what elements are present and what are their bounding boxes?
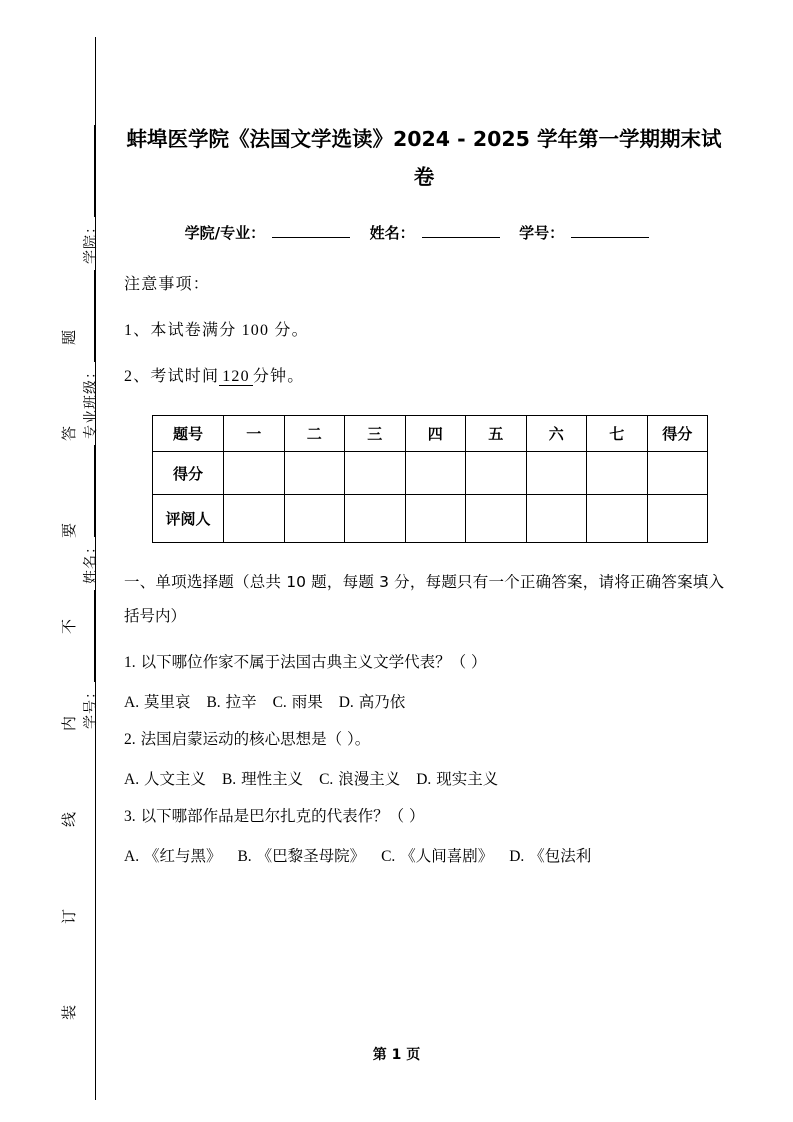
marker-cell[interactable] — [526, 495, 587, 543]
name-label: 姓名： — [369, 224, 415, 242]
binding-margin — [0, 0, 100, 1122]
question-3-option-d[interactable] — [509, 847, 591, 865]
marker-cell[interactable] — [466, 495, 527, 543]
seal-char-2: 要 — [62, 522, 79, 538]
question-1-option-a-text: 莫里哀 — [144, 692, 191, 711]
student-id-label: 学号： — [519, 224, 565, 242]
question-3-option-a[interactable] — [124, 847, 222, 865]
question-3-option-b[interactable] — [237, 847, 365, 865]
marker-cell[interactable] — [284, 495, 345, 543]
score-cell[interactable] — [526, 452, 587, 495]
notes-heading: 注意事项： — [124, 276, 211, 293]
question-3-option-a-label: A. — [124, 847, 140, 865]
seal-char-6: 订 — [62, 908, 79, 924]
question-1-option-d[interactable] — [339, 693, 406, 711]
score-table-header-q3: 三 — [345, 416, 406, 452]
score-cell[interactable] — [345, 452, 406, 495]
question-2-option-d-label: D. — [416, 770, 432, 788]
marker-cell[interactable] — [647, 495, 708, 543]
score-cell[interactable] — [587, 452, 648, 495]
score-row-label: 得分 — [153, 452, 224, 495]
question-2-option-c-text: 浪漫主义 — [338, 769, 401, 788]
score-table-header-q2: 二 — [284, 416, 345, 452]
question-3-option-b-label: B. — [237, 847, 252, 865]
notes-item-2-prefix: 2、考试时间 — [124, 368, 220, 385]
score-table-marker-row — [153, 495, 708, 543]
notes-item-1: 1、本试卷满分 100 分。 — [124, 322, 309, 339]
question-1-option-c-text: 雨果 — [291, 692, 323, 711]
question-1-option-b[interactable] — [206, 693, 256, 711]
score-table-header-q6: 六 — [526, 416, 587, 452]
exam-paper-body — [124, 0, 724, 1122]
marker-cell[interactable] — [224, 495, 285, 543]
question-2-option-a[interactable] — [124, 770, 206, 788]
marker-row-label: 评阅人 — [153, 495, 224, 543]
score-table — [152, 415, 708, 543]
question-3-option-b-text: 《巴黎圣母院》 — [256, 846, 366, 865]
question-3-number: 3. — [124, 808, 136, 825]
question-2-number: 2. — [124, 731, 136, 748]
question-3-option-c-text: 《人间喜剧》 — [400, 846, 494, 865]
margin-field-student-id-label: 学号： — [84, 684, 99, 729]
college-major-field — [185, 222, 351, 243]
student-id-field — [519, 222, 649, 243]
question-1-option-a[interactable] — [124, 693, 191, 711]
question-3-option-d-text: 《包法利 — [529, 846, 592, 865]
name-field — [370, 222, 500, 243]
question-1-option-b-text: 拉辛 — [225, 692, 257, 711]
question-3-option-c[interactable] — [381, 847, 493, 865]
student-info-line — [124, 222, 724, 243]
question-2-text: 法国启蒙运动的核心思想是（ ）。 — [140, 730, 371, 748]
question-2-stem — [124, 732, 724, 748]
margin-field-college-label: 学院： — [84, 219, 99, 264]
notes-item-2 — [124, 369, 724, 385]
score-cell[interactable] — [466, 452, 527, 495]
score-cell[interactable] — [224, 452, 285, 495]
score-table-score-row — [153, 452, 708, 495]
seal-char-1: 答 — [62, 426, 79, 442]
seal-char-3: 不 — [62, 619, 79, 635]
college-major-blank[interactable] — [272, 224, 350, 238]
marker-cell[interactable] — [587, 495, 648, 543]
question-2-option-c[interactable] — [319, 770, 400, 788]
score-table-header-row — [153, 416, 708, 452]
college-major-label: 学院/专业： — [184, 224, 266, 242]
question-2-option-a-label: A. — [124, 770, 140, 788]
seal-char-0: 题 — [62, 329, 79, 346]
name-blank[interactable] — [422, 224, 500, 238]
question-2-option-d[interactable] — [416, 770, 498, 788]
marker-cell[interactable] — [405, 495, 466, 543]
question-1-option-c-label: C. — [272, 693, 287, 711]
exam-duration-value: 120 — [219, 368, 253, 386]
page-number-footer: 第 1 页 — [372, 1047, 421, 1063]
score-cell[interactable] — [405, 452, 466, 495]
question-2-option-a-text: 人文主义 — [144, 769, 207, 788]
question-1-option-c[interactable] — [273, 693, 323, 711]
question-1-option-b-label: B. — [206, 693, 221, 711]
marker-cell[interactable] — [345, 495, 406, 543]
question-3-option-c-label: C. — [381, 847, 396, 865]
margin-field-college — [80, 119, 100, 264]
question-2-option-d-text: 现实主义 — [436, 769, 499, 788]
seal-char-4: 内 — [62, 715, 79, 731]
question-1-option-a-label: A. — [124, 693, 140, 711]
question-1-option-d-label: D. — [338, 693, 354, 711]
score-table-header-title: 题号 — [153, 416, 224, 452]
notes-item-2-suffix: 分钟。 — [252, 368, 305, 385]
question-3-option-a-text: 《红与黑》 — [144, 846, 222, 865]
score-table-header-q4: 四 — [405, 416, 466, 452]
section-heading-1: 一、单项选择题（总共 10 题，每题 3 分，每题只有一个正确答案，请将正确答案填入括号内） — [124, 573, 724, 625]
score-table-header-q1: 一 — [224, 416, 285, 452]
question-1-option-d-text: 高乃依 — [358, 692, 406, 711]
student-id-blank[interactable] — [571, 224, 649, 238]
question-2-option-b-text: 理性主义 — [241, 769, 304, 788]
question-1-text: 以下哪位作家不属于法国古典主义文学代表？（ ） — [140, 653, 487, 671]
margin-field-name-label: 姓名： — [84, 539, 99, 584]
question-2-option-c-label: C. — [319, 770, 334, 788]
question-2-option-b-label: B. — [221, 770, 237, 788]
question-3-options — [124, 846, 724, 865]
question-1-options — [124, 692, 724, 711]
question-2-options — [124, 769, 724, 788]
margin-field-class-label: 专业班级： — [84, 364, 99, 439]
score-cell[interactable] — [647, 452, 708, 495]
score-table-header-q7: 七 — [587, 416, 648, 452]
margin-field-college-line — [82, 125, 95, 217]
question-3-text: 以下哪部作品是巴尔扎克的代表作？（ ） — [140, 807, 425, 825]
question-3-stem — [124, 809, 724, 825]
score-table-header-q5: 五 — [466, 416, 527, 452]
score-table-header-total: 得分 — [647, 416, 708, 452]
seal-char-7: 装 — [62, 1004, 79, 1020]
seal-char-5: 线 — [62, 812, 79, 828]
question-3-option-d-label: D. — [509, 847, 525, 865]
question-2-option-b[interactable] — [222, 770, 303, 788]
seal-line-text — [58, 330, 84, 1020]
score-cell[interactable] — [284, 452, 345, 495]
page-title: 蚌埠医学院《法国文学选读》2024 - 2025 学年第一学期期末试卷 — [126, 127, 722, 189]
question-1-number: 1. — [124, 654, 136, 671]
question-1-stem — [124, 655, 724, 671]
